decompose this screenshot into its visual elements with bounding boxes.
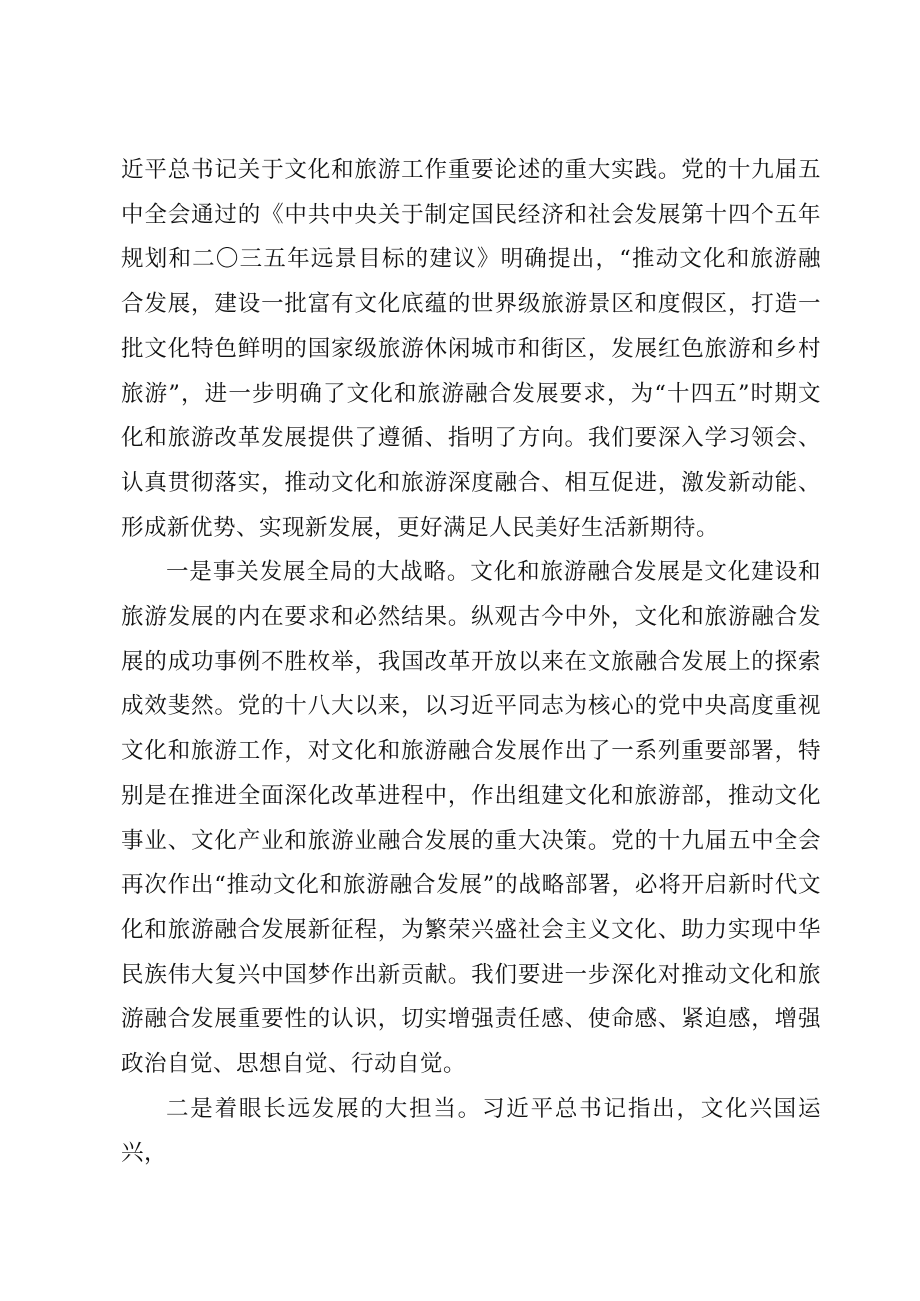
body-text <box>121 148 821 1176</box>
paragraph-3: 二是着眼长远发展的大担当。习近平总书记指出，文化兴国运兴， <box>121 1095 821 1167</box>
paragraph-1: 近平总书记关于文化和旅游工作重要论述的重大实践。党的十九届五中全会通过的《中共中央关于制定国民经济和社会发展第十四个五年规划和二〇三五年远景目标的建议》明确提出，“推动文化和旅游融合发展，建设一批富有文化底蕴的世界级旅游景区和度假区，打造一批文化特色鲜明的国家级旅游休闲城市和街区，发展红色旅游和乡村旅游”，进一步明确了文化和旅游融合发展要求，为“十四五”时期文化和旅游改革发展提供了遵循、指明了方向。我们要深入学习领会、认真贯彻落实，推动文化和旅游深度融合、相互促进，激发新动能、形成新优势、实现新发展，更好满足人民美好生活新期待。 <box>121 157 821 541</box>
paragraph-2: 一是事关发展全局的大战略。文化和旅游融合发展是文化建设和旅游发展的内在要求和必然结果。纵观古今中外，文化和旅游融合发展的成功事例不胜枚举，我国改革开放以来在文旅融合发展上的探索成效斐然。党的十八大以来，以习近平同志为核心的党中央高度重视文化和旅游工作，对文化和旅游融合发展作出了一系列重要部署，特别是在推进全面深化改革进程中，作出组建文化和旅游部，推动文化事业、文化产业和旅游业融合发展的重大决策。党的十九届五中全会再次作出“推动文化和旅游融合发展”的战略部署，必将开启新时代文化和旅游融合发展新征程，为繁荣兴盛社会主义文化、助力实现中华民族伟大复兴中国梦作出新贡献。我们要进一步深化对推动文化和旅游融合发展重要性的认识，切实增强责任感、使命感、紧迫感，增强政治自觉、思想自觉、行动自觉。 <box>121 559 821 1078</box>
